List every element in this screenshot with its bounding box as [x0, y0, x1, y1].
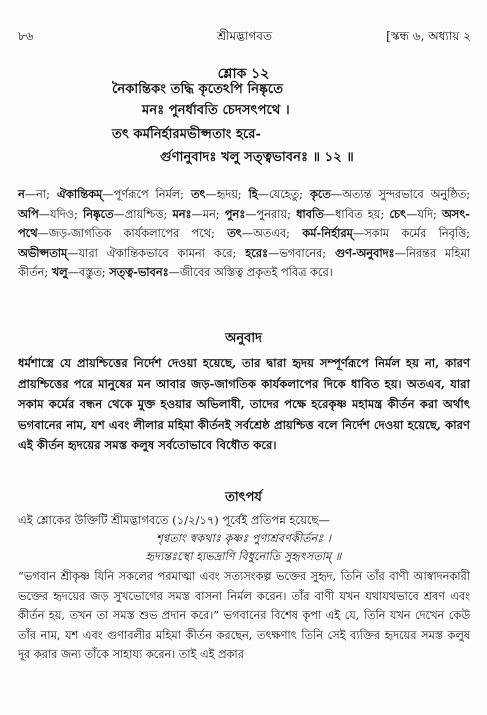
synonym-word: হি	[248, 187, 258, 201]
synonym-word: হরেঃ	[245, 245, 269, 260]
synonym-word: খলু	[51, 265, 68, 279]
purport-intro: এই শ্লোকের উক্তিটি শ্রীমদ্ভাগবতে (১/২/১৭) পূর্বেই প্রতিপন্ন হয়েছে—	[18, 513, 330, 527]
purport-text: “ভগবান শ্রীকৃষ্ণ যিনি সকলের পরমাত্মা এবং সত্যসংকল্প ভক্তের সুহৃদ, তিনি তাঁর বাণী আস্বাদনকারী ভক্তের হৃদয়ের জড় সুখভোগের সমস্ত বাসনা নির্মল করেন। তাঁর বাণী যখন যথাযথভাবে শ্রবণ এবং কীর্তন হয়, তখন তা সমস্ত শুভ প্রদান করে।” ভগবানের বিশেষ কৃপা এই যে, তিনি যখন দেখেন কেউ তাঁর নাম, যশ এবং গুণাবলীর মহিমা কীর্তন করছেন, তৎক্ষণাৎ তিনি সেই ব্যক্তির হৃদয়ের সমস্ত কলুষ দূর করার জন্য তাঁকে সাহায্য করেন। তাই এই প্রকার	[18, 570, 470, 661]
synonym-word: ঐকান্তিকম্	[56, 187, 103, 201]
synonym-meaning: —অতএব;	[241, 227, 303, 240]
running-header	[18, 28, 471, 44]
verse-line: নৈকান্তিকং তদ্ধি কৃতেঽপি নিষ্কৃতে	[112, 82, 284, 97]
synonym-meaning: —অত্যন্ত সুন্দরভাবে অনুষ্ঠিত;	[330, 188, 470, 201]
translation-text: ধর্মশাস্ত্রে যে প্রায়শ্চিত্তের নির্দেশ দেওয়া হয়েছে, তার দ্বারা হৃদয় সম্পূর্ণরূপে নির্মল হয় না, কারণ প্রায়শ্চিত্তের পরে মানুষের মন আবার জড়-জাগতিক কার্যকলাপের দিকে ধাবিত হয়। অতএব, যারা সকাম কর্মের বন্ধন থেকে মুক্ত হওয়ার অভিলাষী, তাদের পক্ষে হরেকৃষ্ণ মহামন্ত্র কীর্তন করা অর্থাৎ ভগবানের নাম, যশ এবং লীলার মহিমা কীর্তনই সর্বশ্রেষ্ঠ প্রায়শ্চিত্ত বলে নির্দেশ দেওয়া হয়েছে, কারণ এই কীর্তন হৃদয়ের সমস্ত কলুষ সর্বতোভাবে বিধৌত করে।	[18, 356, 470, 452]
synonym-word: তৎ	[190, 187, 206, 201]
synonym-word: কর্ম-নির্হারম্	[302, 226, 353, 240]
synonym-word: অসৎ-পথে	[18, 206, 470, 240]
synonym-meaning: —না;	[24, 188, 57, 201]
synonym-meaning: —মন;	[191, 207, 225, 221]
synonym-word: চেৎ	[389, 206, 407, 221]
synonym-meaning: —প্রায়শ্চিত্ত;	[113, 207, 173, 221]
synonym-meaning: —পুনরায়;	[245, 207, 297, 221]
synonym-word: কৃতে	[309, 187, 331, 201]
synonym-meaning: —বস্তুত;	[67, 266, 110, 279]
synonym-word: অভীপ্সতাম্	[18, 245, 68, 260]
synonym-word: নিষ্কৃতে	[82, 206, 114, 221]
synonym-meaning: —হৃদয়;	[205, 188, 249, 201]
verse-number: শ্লোক ১২	[217, 66, 270, 82]
synonym-word: সত্ত্ব-ভাবনঃ	[109, 265, 169, 279]
synonym-word: তৎ	[227, 226, 242, 240]
book-title: শ্রীমদ্ভাগবত	[216, 29, 272, 43]
verse-line: তৎ কর্মনির্হারমভীপ্সতাং হরে-	[112, 127, 262, 142]
synonym-word: ন	[18, 187, 25, 201]
synonym-meaning: —পূর্ণরূপে নির্মল;	[102, 188, 191, 201]
synonym-meaning: —যদি;	[406, 207, 443, 221]
chapter-reference: [স্কন্ধ ৬, অধ্যায় ২	[386, 29, 471, 43]
page-number: ৮৬	[18, 29, 34, 43]
purport-heading: তাৎপর্য	[225, 490, 262, 505]
synonym-word: পুনঃ	[224, 206, 246, 221]
synonym-word: ধাবতি	[296, 206, 324, 221]
verse-line: মনঃ পুনর্ধাবতি চেদসৎপথে ।	[142, 103, 290, 118]
quote-line: শৃণ্বতাং স্বকথাঃ কৃষ্ণঃ পুণ্যশ্রবণকীর্তনঃ ।	[156, 532, 331, 545]
synonym-word: গুণ-অনুবাদঃ	[334, 245, 395, 260]
synonym-meaning: —জড়-জাগতিক কার্যকলাপের পথে;	[37, 227, 228, 240]
synonym-meaning: —নিরন্তর মহিমা কীর্তন;	[18, 246, 470, 279]
synonym-meaning: —জীবের অস্তিত্ব প্রকৃতই পবিত্র করে।	[168, 266, 333, 279]
synonym-meaning: —সকাম কর্মের নিবৃত্তি;	[352, 227, 470, 240]
synonym-meaning: —যেহেতু;	[257, 188, 310, 201]
synonym-meaning: —যদিও;	[38, 207, 83, 221]
synonym-meaning: —যারা ঐকান্তিকভাবে কামনা করে;	[67, 246, 246, 260]
synonym-word: মনঃ	[172, 206, 192, 221]
synonym-word: অপি	[18, 206, 39, 221]
verse-line: র্গুণানুবাদঃ খলু সত্ত্বভাবনঃ ॥ ১২ ॥	[160, 150, 354, 165]
synonym-meaning: —ধাবিত হয়;	[323, 207, 390, 221]
translation-heading: অনুবাদ	[225, 331, 262, 346]
synonym-meaning: —ভগবানের;	[268, 246, 335, 260]
word-synonyms	[18, 185, 470, 283]
quote-line: হৃদ্যন্তঃস্থো হ্যভদ্রাণি বিধুনোতি সুহৃৎসতাম্ ॥	[145, 550, 342, 563]
